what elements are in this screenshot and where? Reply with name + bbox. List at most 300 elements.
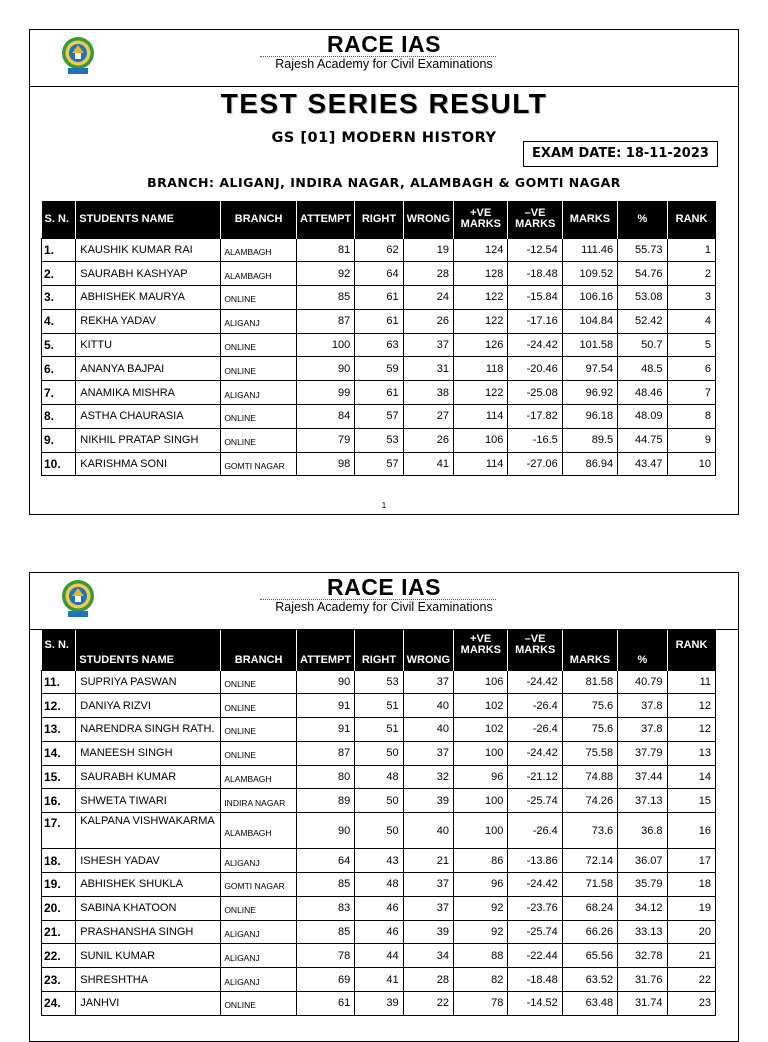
- table-row: [42, 405, 716, 429]
- right-cell: 53: [355, 670, 403, 694]
- negative-marks-cell: -16.5: [508, 428, 562, 452]
- branch-cell: ALIGANJ: [221, 309, 297, 333]
- student-name-cell: SAURABH KASHYAP: [76, 262, 221, 286]
- student-name-cell: REKHA YADAV: [76, 309, 221, 333]
- student-name-cell: SAURABH KUMAR: [76, 765, 221, 789]
- percent-cell: 53.08: [618, 286, 667, 310]
- wrong-cell: 26: [403, 309, 453, 333]
- page-header: [30, 573, 738, 630]
- branch-cell: ONLINE: [221, 405, 297, 429]
- serial-number-cell: 8.: [42, 405, 76, 429]
- student-name-cell: ISHESH YADAV: [76, 849, 221, 873]
- branch-line: BRANCH: ALIGANJ, INDIRA NAGAR, ALAMBAGH & GOMTI NAGAR: [147, 175, 621, 190]
- percent-cell: 35.79: [618, 873, 667, 897]
- right-cell: 44: [355, 944, 403, 968]
- branch-cell: ONLINE: [221, 896, 297, 920]
- table-row: [42, 849, 716, 873]
- right-cell: 57: [355, 405, 403, 429]
- attempt-cell: 84: [296, 405, 354, 429]
- student-name-cell: SUNIL KUMAR: [76, 944, 221, 968]
- marks-cell: 96.92: [562, 381, 617, 405]
- percent-cell: 37.8: [618, 718, 667, 742]
- table-row: [42, 238, 716, 262]
- negative-marks-cell: -26.4: [508, 813, 562, 849]
- serial-number-cell: 11.: [42, 670, 76, 694]
- student-name-cell: KAUSHIK KUMAR RAI: [76, 238, 221, 262]
- wrong-cell: 37: [403, 741, 453, 765]
- negative-marks-cell: -21.12: [508, 765, 562, 789]
- right-cell: 43: [355, 849, 403, 873]
- negative-marks-cell: -25.74: [508, 920, 562, 944]
- percent-cell: 37.44: [618, 765, 667, 789]
- wrong-cell: 32: [403, 765, 453, 789]
- table-row: [42, 813, 716, 849]
- col-marks: MARKS: [562, 201, 617, 238]
- negative-marks-cell: -15.84: [508, 286, 562, 310]
- branch-cell: ALIGANJ: [221, 849, 297, 873]
- negative-marks-cell: -13.86: [508, 849, 562, 873]
- serial-number-cell: 6.: [42, 357, 76, 381]
- student-name-cell: SUPRIYA PASWAN: [76, 670, 221, 694]
- col-branch: BRANCH: [221, 201, 297, 238]
- marks-cell: 106.16: [562, 286, 617, 310]
- student-name-cell: NARENDRA SINGH RATH.: [76, 718, 221, 742]
- positive-marks-cell: 88: [453, 944, 507, 968]
- positive-marks-cell: 122: [453, 309, 507, 333]
- negative-marks-cell: -24.42: [508, 333, 562, 357]
- percent-cell: 40.79: [618, 670, 667, 694]
- positive-marks-cell: 106: [453, 670, 507, 694]
- right-cell: 57: [355, 452, 403, 476]
- positive-marks-cell: 86: [453, 849, 507, 873]
- wrong-cell: 37: [403, 333, 453, 357]
- percent-cell: 52.42: [618, 309, 667, 333]
- rank-cell: 20: [667, 920, 715, 944]
- wrong-cell: 40: [403, 694, 453, 718]
- result-title: TEST SERIES RESULT: [220, 88, 548, 119]
- serial-number-cell: 5.: [42, 333, 76, 357]
- student-name-cell: DANIYA RIZVI: [76, 694, 221, 718]
- negative-marks-cell: -25.74: [508, 789, 562, 813]
- paper-name: GS [01] MODERN HISTORY: [271, 130, 497, 146]
- wrong-cell: 22: [403, 992, 453, 1016]
- serial-number-cell: 21.: [42, 920, 76, 944]
- percent-cell: 32.78: [618, 944, 667, 968]
- brand-subtitle: Rajesh Academy for Civil Examinations: [275, 600, 493, 614]
- branch-cell: ALAMBAGH: [221, 765, 297, 789]
- right-cell: 46: [355, 920, 403, 944]
- rank-cell: 12: [667, 718, 715, 742]
- rank-cell: 13: [667, 741, 715, 765]
- positive-marks-cell: 114: [453, 452, 507, 476]
- exam-date-box: EXAM DATE: 18-11-2023: [523, 141, 718, 167]
- positive-marks-cell: 78: [453, 992, 507, 1016]
- table-row: [42, 694, 716, 718]
- percent-cell: 34.12: [618, 896, 667, 920]
- result-page-2: [29, 572, 739, 1042]
- wrong-cell: 37: [403, 873, 453, 897]
- table-row: [42, 765, 716, 789]
- attempt-cell: 85: [296, 873, 354, 897]
- positive-marks-cell: 118: [453, 357, 507, 381]
- table-row: [42, 286, 716, 310]
- table-row: [42, 718, 716, 742]
- wrong-cell: 37: [403, 896, 453, 920]
- positive-marks-cell: 96: [453, 873, 507, 897]
- rank-cell: 3: [667, 286, 715, 310]
- serial-number-cell: 18.: [42, 849, 76, 873]
- marks-cell: 63.48: [562, 992, 617, 1016]
- student-name-cell: SHWETA TIWARI: [76, 789, 221, 813]
- table-row: [42, 944, 716, 968]
- rank-cell: 4: [667, 309, 715, 333]
- col-branch: BRANCH: [221, 630, 297, 670]
- serial-number-cell: 22.: [42, 944, 76, 968]
- serial-number-cell: 19.: [42, 873, 76, 897]
- brand-subtitle: Rajesh Academy for Civil Examinations: [275, 57, 493, 71]
- right-cell: 50: [355, 813, 403, 849]
- right-cell: 63: [355, 333, 403, 357]
- attempt-cell: 83: [296, 896, 354, 920]
- student-name-cell: KALPANA VISHWAKARMA: [76, 813, 221, 849]
- right-cell: 39: [355, 992, 403, 1016]
- serial-number-cell: 14.: [42, 741, 76, 765]
- right-cell: 46: [355, 896, 403, 920]
- serial-number-cell: 12.: [42, 694, 76, 718]
- positive-marks-cell: 122: [453, 381, 507, 405]
- right-cell: 50: [355, 789, 403, 813]
- percent-cell: 36.8: [618, 813, 667, 849]
- right-cell: 61: [355, 286, 403, 310]
- branch-cell: ONLINE: [221, 428, 297, 452]
- student-name-cell: PRASHANSHA SINGH: [76, 920, 221, 944]
- col-attempt: ATTEMPT: [296, 201, 354, 238]
- negative-marks-cell: -18.48: [508, 968, 562, 992]
- wrong-cell: 31: [403, 357, 453, 381]
- marks-cell: 63.52: [562, 968, 617, 992]
- wrong-cell: 38: [403, 381, 453, 405]
- branch-cell: ALAMBAGH: [221, 813, 297, 849]
- attempt-cell: 79: [296, 428, 354, 452]
- percent-cell: 37.8: [618, 694, 667, 718]
- col-marks: MARKS: [562, 630, 617, 670]
- marks-cell: 74.88: [562, 765, 617, 789]
- rank-cell: 6: [667, 357, 715, 381]
- negative-marks-cell: -22.44: [508, 944, 562, 968]
- table-row: [42, 896, 716, 920]
- marks-cell: 75.58: [562, 741, 617, 765]
- marks-cell: 71.58: [562, 873, 617, 897]
- attempt-cell: 92: [296, 262, 354, 286]
- branch-cell: ALIGANJ: [221, 381, 297, 405]
- positive-marks-cell: 100: [453, 741, 507, 765]
- right-cell: 61: [355, 309, 403, 333]
- right-cell: 51: [355, 718, 403, 742]
- rank-cell: 19: [667, 896, 715, 920]
- student-name-cell: JANHVI: [76, 992, 221, 1016]
- negative-marks-cell: -23.76: [508, 896, 562, 920]
- branch-cell: ALAMBAGH: [221, 262, 297, 286]
- wrong-cell: 37: [403, 670, 453, 694]
- col-sn: S. N.: [42, 630, 76, 670]
- percent-cell: 33.13: [618, 920, 667, 944]
- student-name-cell: KARISHMA SONI: [76, 452, 221, 476]
- col-name: STUDENTS NAME: [76, 630, 221, 670]
- wrong-cell: 39: [403, 789, 453, 813]
- marks-cell: 74.26: [562, 789, 617, 813]
- student-name-cell: ANAMIKA MISHRA: [76, 381, 221, 405]
- result-table: [41, 201, 716, 476]
- right-cell: 64: [355, 262, 403, 286]
- result-table: [41, 630, 716, 1016]
- branch-cell: ONLINE: [221, 333, 297, 357]
- percent-cell: 48.46: [618, 381, 667, 405]
- table-row: [42, 741, 716, 765]
- col-rank: RANK: [667, 201, 715, 238]
- wrong-cell: 41: [403, 452, 453, 476]
- serial-number-cell: 2.: [42, 262, 76, 286]
- negative-marks-cell: -26.4: [508, 718, 562, 742]
- rank-cell: 22: [667, 968, 715, 992]
- marks-cell: 65.56: [562, 944, 617, 968]
- branch-cell: GOMTI NAGAR: [221, 873, 297, 897]
- rank-cell: 17: [667, 849, 715, 873]
- percent-cell: 37.13: [618, 789, 667, 813]
- col-positive-marks: [453, 201, 507, 238]
- marks-cell: 73.6: [562, 813, 617, 849]
- right-cell: 62: [355, 238, 403, 262]
- percent-cell: 48.09: [618, 405, 667, 429]
- result-page-1: [29, 29, 739, 515]
- marks-cell: 104.84: [562, 309, 617, 333]
- wrong-cell: 27: [403, 405, 453, 429]
- rank-cell: 10: [667, 452, 715, 476]
- table-header-row: [42, 201, 716, 238]
- student-name-cell: MANEESH SINGH: [76, 741, 221, 765]
- attempt-cell: 100: [296, 333, 354, 357]
- col-attempt: ATTEMPT: [296, 630, 354, 670]
- attempt-cell: 69: [296, 968, 354, 992]
- marks-cell: 97.54: [562, 357, 617, 381]
- branch-cell: ALIGANJ: [221, 944, 297, 968]
- branch-cell: ONLINE: [221, 694, 297, 718]
- percent-cell: 55.73: [618, 238, 667, 262]
- negative-marks-cell: -27.06: [508, 452, 562, 476]
- percent-cell: 43.47: [618, 452, 667, 476]
- student-name-cell: ASTHA CHAURASIA: [76, 405, 221, 429]
- branch-cell: ONLINE: [221, 718, 297, 742]
- right-cell: 51: [355, 694, 403, 718]
- rank-cell: 21: [667, 944, 715, 968]
- right-cell: 50: [355, 741, 403, 765]
- page-header: [30, 30, 738, 87]
- page-number: 1: [381, 501, 387, 510]
- student-name-cell: NIKHIL PRATAP SINGH: [76, 428, 221, 452]
- attempt-cell: 89: [296, 789, 354, 813]
- branch-cell: ONLINE: [221, 670, 297, 694]
- col-sn: S. N.: [42, 201, 76, 238]
- attempt-cell: 85: [296, 286, 354, 310]
- table-row: [42, 262, 716, 286]
- table-row: [42, 452, 716, 476]
- attempt-cell: 91: [296, 718, 354, 742]
- attempt-cell: 64: [296, 849, 354, 873]
- positive-marks-label: +VE MARKS: [460, 633, 502, 656]
- marks-cell: 81.58: [562, 670, 617, 694]
- negative-marks-cell: -18.48: [508, 262, 562, 286]
- negative-marks-cell: -17.82: [508, 405, 562, 429]
- table-row: [42, 920, 716, 944]
- rank-cell: 23: [667, 992, 715, 1016]
- rank-cell: 16: [667, 813, 715, 849]
- percent-cell: 48.5: [618, 357, 667, 381]
- marks-cell: 86.94: [562, 452, 617, 476]
- table-row: [42, 789, 716, 813]
- right-cell: 59: [355, 357, 403, 381]
- table-row: [42, 873, 716, 897]
- branch-cell: ALAMBAGH: [221, 238, 297, 262]
- wrong-cell: 26: [403, 428, 453, 452]
- branch-cell: INDIRA NAGAR: [221, 789, 297, 813]
- wrong-cell: 40: [403, 718, 453, 742]
- negative-marks-cell: -24.42: [508, 670, 562, 694]
- branch-cell: ONLINE: [221, 992, 297, 1016]
- serial-number-cell: 23.: [42, 968, 76, 992]
- right-cell: 53: [355, 428, 403, 452]
- percent-cell: 36.07: [618, 849, 667, 873]
- attempt-cell: 81: [296, 238, 354, 262]
- attempt-cell: 91: [296, 694, 354, 718]
- attempt-cell: 90: [296, 670, 354, 694]
- percent-cell: 31.74: [618, 992, 667, 1016]
- table-row: [42, 357, 716, 381]
- percent-cell: 44.75: [618, 428, 667, 452]
- student-name-cell: ABHISHEK SHUKLA: [76, 873, 221, 897]
- positive-marks-cell: 100: [453, 813, 507, 849]
- wrong-cell: 40: [403, 813, 453, 849]
- marks-cell: 101.58: [562, 333, 617, 357]
- brand-name: RACE IAS: [327, 574, 441, 600]
- table-row: [42, 670, 716, 694]
- table-row: [42, 992, 716, 1016]
- positive-marks-label: +VE MARKS: [460, 207, 502, 231]
- positive-marks-cell: 102: [453, 694, 507, 718]
- positive-marks-cell: 126: [453, 333, 507, 357]
- positive-marks-cell: 100: [453, 789, 507, 813]
- serial-number-cell: 13.: [42, 718, 76, 742]
- wrong-cell: 24: [403, 286, 453, 310]
- col-rank: RANK: [667, 630, 715, 670]
- attempt-cell: 90: [296, 813, 354, 849]
- positive-marks-cell: 102: [453, 718, 507, 742]
- positive-marks-cell: 92: [453, 920, 507, 944]
- attempt-cell: 98: [296, 452, 354, 476]
- branch-cell: ALIGANJ: [221, 920, 297, 944]
- table-header-row: [42, 630, 716, 670]
- marks-cell: 96.18: [562, 405, 617, 429]
- rank-cell: 14: [667, 765, 715, 789]
- positive-marks-cell: 82: [453, 968, 507, 992]
- wrong-cell: 21: [403, 849, 453, 873]
- right-cell: 41: [355, 968, 403, 992]
- col-right: RIGHT: [355, 201, 403, 238]
- student-name-cell: ANANYA BAJPAI: [76, 357, 221, 381]
- student-name-cell: KITTU: [76, 333, 221, 357]
- negative-marks-cell: -26.4: [508, 694, 562, 718]
- col-right: RIGHT: [355, 630, 403, 670]
- rank-cell: 7: [667, 381, 715, 405]
- serial-number-cell: 20.: [42, 896, 76, 920]
- marks-cell: 72.14: [562, 849, 617, 873]
- col-wrong: WRONG: [403, 201, 453, 238]
- negative-marks-cell: -17.16: [508, 309, 562, 333]
- serial-number-cell: 24.: [42, 992, 76, 1016]
- positive-marks-cell: 106: [453, 428, 507, 452]
- student-name-cell: ABHISHEK MAURYA: [76, 286, 221, 310]
- table-row: [42, 968, 716, 992]
- table-row: [42, 309, 716, 333]
- wrong-cell: 28: [403, 968, 453, 992]
- rank-cell: 12: [667, 694, 715, 718]
- positive-marks-cell: 96: [453, 765, 507, 789]
- percent-cell: 50.7: [618, 333, 667, 357]
- marks-cell: 109.52: [562, 262, 617, 286]
- rank-cell: 8: [667, 405, 715, 429]
- rank-cell: 11: [667, 670, 715, 694]
- branch-cell: ONLINE: [221, 357, 297, 381]
- percent-cell: 31.76: [618, 968, 667, 992]
- col-positive-marks: [453, 630, 507, 670]
- attempt-cell: 80: [296, 765, 354, 789]
- negative-marks-cell: -24.42: [508, 741, 562, 765]
- marks-cell: 75.6: [562, 718, 617, 742]
- wrong-cell: 28: [403, 262, 453, 286]
- positive-marks-cell: 128: [453, 262, 507, 286]
- attempt-cell: 87: [296, 309, 354, 333]
- marks-cell: 75.6: [562, 694, 617, 718]
- table-row: [42, 333, 716, 357]
- brand-name: RACE IAS: [327, 31, 441, 57]
- serial-number-cell: 3.: [42, 286, 76, 310]
- attempt-cell: 90: [296, 357, 354, 381]
- serial-number-cell: 9.: [42, 428, 76, 452]
- negative-marks-cell: -14.52: [508, 992, 562, 1016]
- positive-marks-cell: 92: [453, 896, 507, 920]
- attempt-cell: 87: [296, 741, 354, 765]
- percent-cell: 54.76: [618, 262, 667, 286]
- col-wrong: WRONG: [403, 630, 453, 670]
- attempt-cell: 78: [296, 944, 354, 968]
- serial-number-cell: 16.: [42, 789, 76, 813]
- negative-marks-cell: -25.08: [508, 381, 562, 405]
- table-row: [42, 381, 716, 405]
- col-name: STUDENTS NAME: [76, 201, 221, 238]
- branch-cell: ONLINE: [221, 286, 297, 310]
- wrong-cell: 19: [403, 238, 453, 262]
- marks-cell: 68.24: [562, 896, 617, 920]
- serial-number-cell: 17.: [42, 813, 76, 849]
- wrong-cell: 39: [403, 920, 453, 944]
- positive-marks-cell: 124: [453, 238, 507, 262]
- student-name-cell: SHRESHTHA: [76, 968, 221, 992]
- branch-cell: ALIGANJ: [221, 968, 297, 992]
- branch-cell: ONLINE: [221, 741, 297, 765]
- percent-cell: 37.79: [618, 741, 667, 765]
- negative-marks-cell: -24.42: [508, 873, 562, 897]
- rank-cell: 15: [667, 789, 715, 813]
- rank-cell: 9: [667, 428, 715, 452]
- positive-marks-cell: 122: [453, 286, 507, 310]
